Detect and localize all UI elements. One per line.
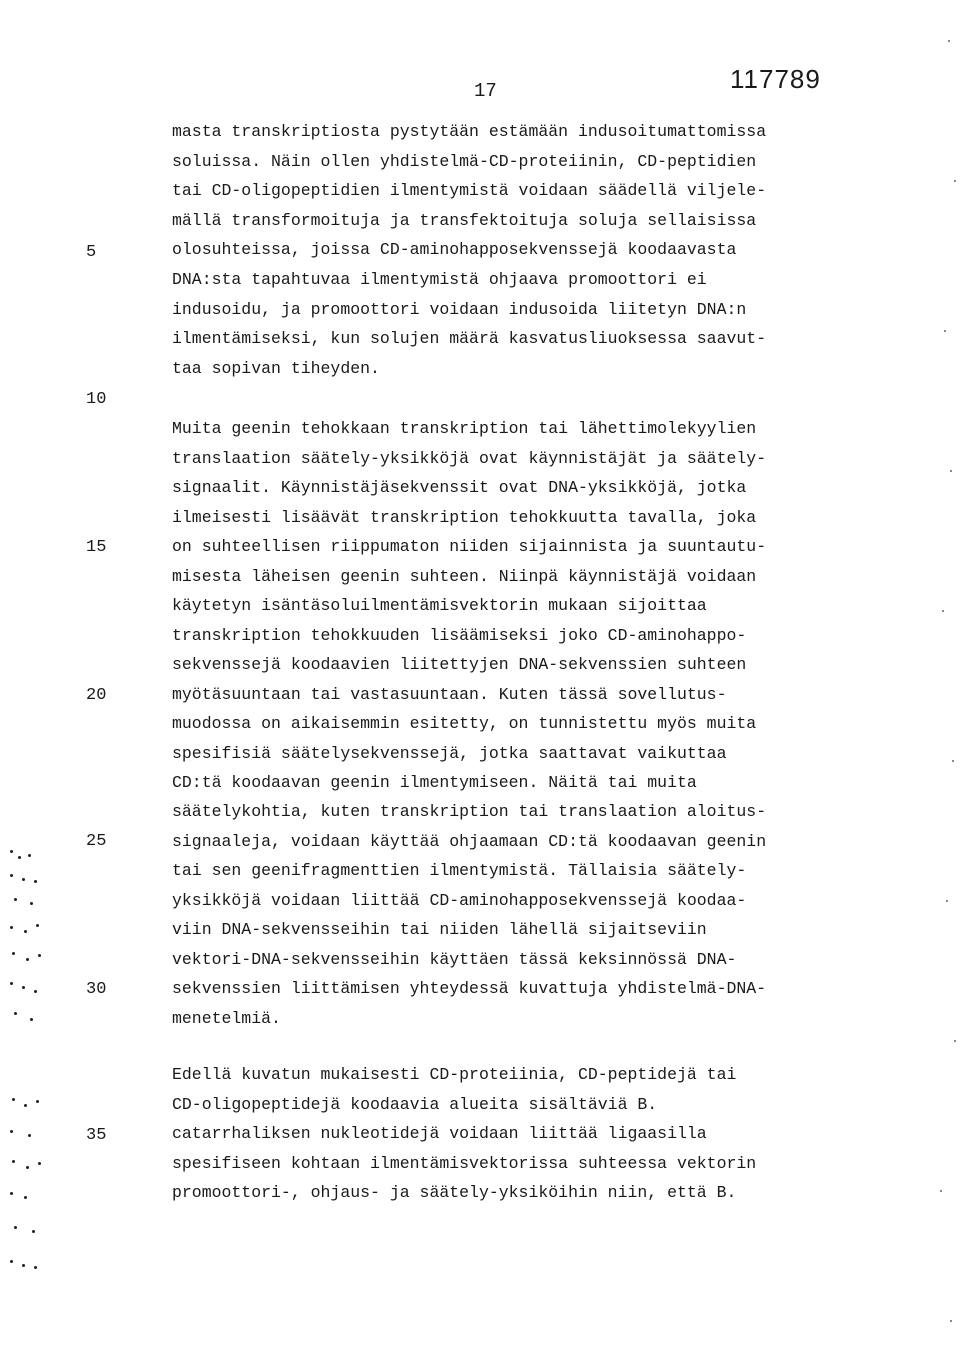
scan-edge-specks <box>930 0 960 1352</box>
text-line: misesta läheisen geenin suhteen. Niinpä käynnistäjä voidaan <box>172 567 757 586</box>
text-line: transkription tehokkuuden lisäämiseksi joko CD-aminohappo- <box>172 626 747 645</box>
text-line: tai CD-oligopeptidien ilmentymistä voidaan säädellä viljele- <box>172 181 767 200</box>
document-number: 117789 <box>730 64 821 94</box>
scan-dot-marks <box>4 840 74 1290</box>
text-line: soluissa. Näin ollen yhdistelmä-CD-proteiinin, CD-peptidien <box>172 152 757 171</box>
line-number: 30 <box>86 980 107 999</box>
line-number: 20 <box>86 686 107 705</box>
text-line: taa sopivan tiheyden. <box>172 359 380 378</box>
text-line: signaaleja, voidaan käyttää ohjaamaan CD:tä koodaavan geenin <box>172 832 767 851</box>
page-number: 17 <box>474 80 497 102</box>
text-line: spesifisiä säätelysekvenssejä, jotka saattavat vaikuttaa <box>172 744 727 763</box>
text-line: translaation säätely-yksikköjä ovat käynnistäjät ja säätely- <box>172 449 767 468</box>
text-line: DNA:sta tapahtuvaa ilmentymistä ohjaava promoottori ei <box>172 270 707 289</box>
text-line: Muita geenin tehokkaan transkription tai lähettimolekyylien <box>172 419 757 438</box>
text-line: yksikköjä voidaan liittää CD-aminohapposekvenssejä koodaa- <box>172 891 747 910</box>
line-number: 10 <box>86 390 107 409</box>
line-number: 15 <box>86 538 107 557</box>
line-number: 5 <box>86 243 97 262</box>
text-line: ilmeisesti lisäävät transkription tehokkuutta tavalla, joka <box>172 508 757 527</box>
text-line: CD:tä koodaavan geenin ilmentymiseen. Näitä tai muita <box>172 773 697 792</box>
text-line: indusoidu, ja promoottori voidaan indusoida liitetyn DNA:n <box>172 300 747 319</box>
text-line: käytetyn isäntäsoluilmentämisvektorin mukaan sijoittaa <box>172 596 707 615</box>
text-line: ilmentämiseksi, kun solujen määrä kasvatusliuoksessa saavut- <box>172 329 767 348</box>
text-line: olosuhteissa, joissa CD-aminohapposekvenssejä koodaavasta <box>172 240 737 259</box>
text-line: spesifiseen kohtaan ilmentämisvektorissa suhteessa vektorin <box>172 1154 757 1173</box>
line-number: 25 <box>86 832 107 851</box>
text-line: muodossa on aikaisemmin esitetty, on tunnistettu myös muita <box>172 714 757 733</box>
text-line: signaalit. Käynnistäjäsekvenssit ovat DNA-yksikköjä, jotka <box>172 478 747 497</box>
text-line: mällä transformoituja ja transfektoituja soluja sellaisissa <box>172 211 757 230</box>
text-line: tai sen geenifragmenttien ilmentymistä. Tällaisia säätely- <box>172 861 747 880</box>
text-line: myötäsuuntaan tai vastasuuntaan. Kuten tässä sovellutus- <box>172 685 727 704</box>
text-line: promoottori-, ohjaus- ja säätely-yksiköihin niin, että B. <box>172 1183 737 1202</box>
text-line: menetelmiä. <box>172 1009 281 1028</box>
text-line: sekvenssien liittämisen yhteydessä kuvattuja yhdistelmä-DNA- <box>172 979 767 998</box>
text-line: Edellä kuvatun mukaisesti CD-proteiinia, CD-peptidejä tai <box>172 1065 737 1084</box>
text-line: viin DNA-sekvensseihin tai niiden lähellä sijaitseviin <box>172 920 707 939</box>
text-line: säätelykohtia, kuten transkription tai translaation aloitus- <box>172 802 767 821</box>
text-line: on suhteellisen riippumaton niiden sijainnista ja suuntautu- <box>172 537 767 556</box>
text-line: masta transkriptiosta pystytään estämään indusoitumattomissa <box>172 122 767 141</box>
text-line: sekvenssejä koodaavien liitettyjen DNA-sekvenssien suhteen <box>172 655 747 674</box>
text-line: catarrhaliksen nukleotidejä voidaan liittää ligaasilla <box>172 1124 707 1143</box>
text-line: CD-oligopeptidejä koodaavia alueita sisältäviä B. <box>172 1095 658 1114</box>
text-line: vektori-DNA-sekvensseihin käyttäen tässä keksinnössä DNA- <box>172 950 737 969</box>
line-number: 35 <box>86 1126 107 1145</box>
